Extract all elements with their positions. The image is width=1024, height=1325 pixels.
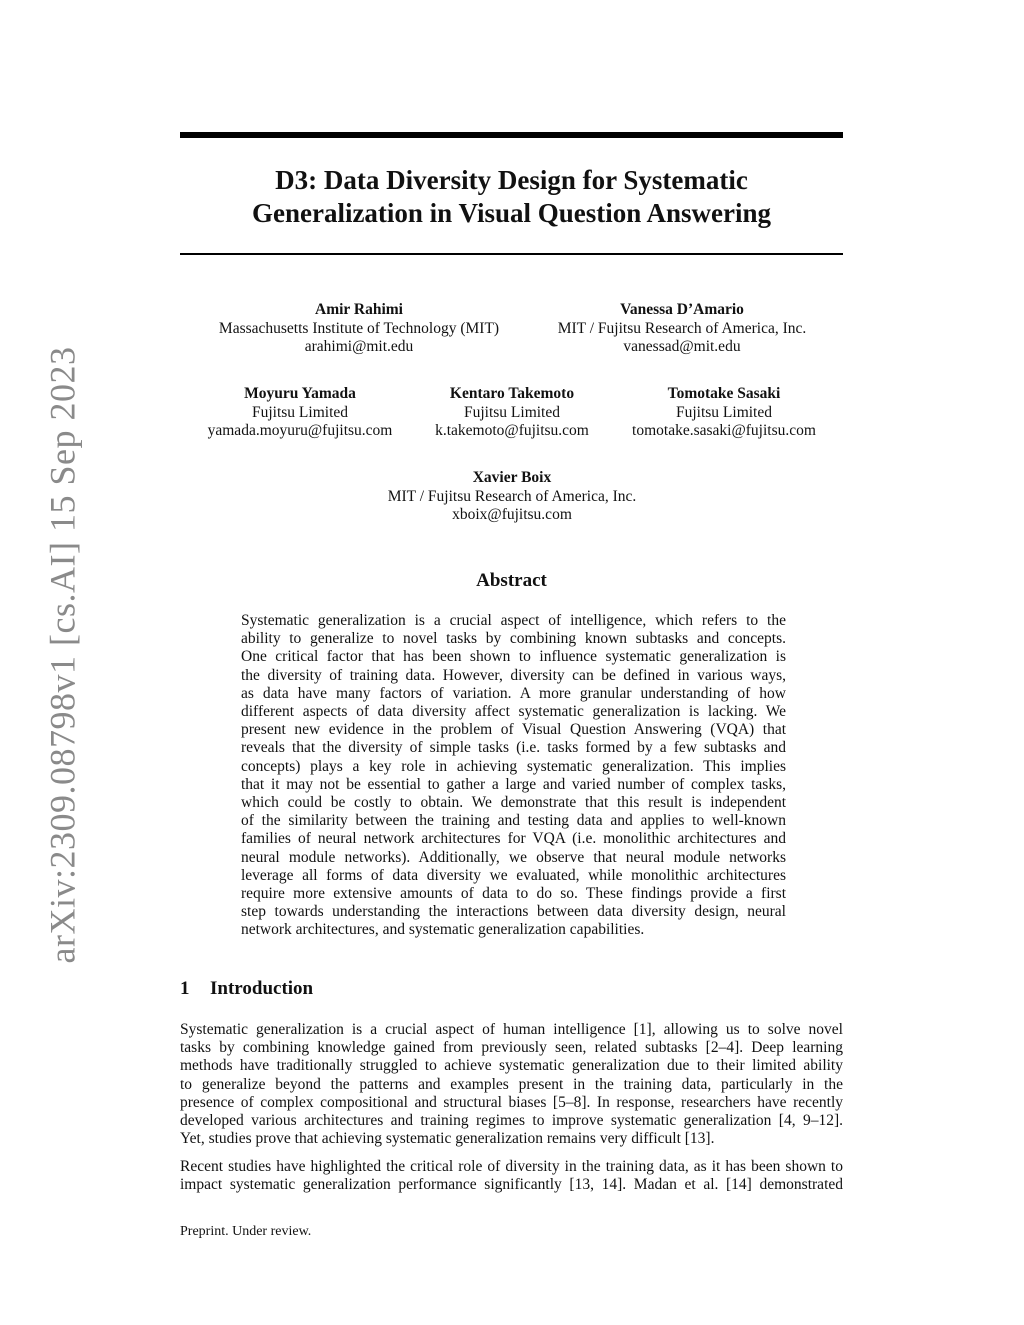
author-affiliation: MIT / Fujitsu Research of America, Inc. <box>557 319 807 337</box>
title-bottom-rule <box>180 253 843 255</box>
title-line-1: D3: Data Diversity Design for Systematic <box>275 165 748 195</box>
paper-title <box>180 164 843 230</box>
author-email[interactable]: xboix@fujitsu.com <box>452 506 572 523</box>
abstract-line: require more extensive amounts of data to do so. These findings provide a first <box>241 885 786 903</box>
author-affiliation: Massachusetts Institute of Technology (MIT) <box>218 319 500 337</box>
paragraph-line: impact systematic generalization performance significantly [13, 14]. Madan et al. [14] demonstrated <box>180 1176 843 1194</box>
abstract-line: present new evidence in the problem of Visual Question Answering (VQA) that <box>241 721 786 739</box>
author-affiliation: MIT / Fujitsu Research of America, Inc. <box>387 487 637 505</box>
paragraph-line: tasks by combining knowledge gained from previously seen, related subtasks [2–4]. Deep learning <box>180 1039 843 1057</box>
abstract-line: which could be costly to obtain. We demonstrate that this result is independent <box>241 794 786 812</box>
paragraph-line: presence of complex compositional and structural biases [5–8]. In response, researchers have recently <box>180 1093 843 1111</box>
abstract-line: One critical factor that has been shown to influence systematic generalization is <box>241 648 786 666</box>
author-name: Kentaro Takemoto <box>449 385 575 402</box>
author-email[interactable]: tomotake.sasaki@fujitsu.com <box>632 422 816 439</box>
abstract-line: that it may not be essential to gather a large and varied number of complex tasks, <box>241 775 786 793</box>
abstract-body <box>241 612 786 940</box>
abstract-line: leverage all forms of data diversity we evaluated, while monolithic architectures <box>241 866 786 884</box>
author-email[interactable]: k.takemoto@fujitsu.com <box>435 422 589 439</box>
author-affiliation: Fujitsu Limited <box>251 403 349 421</box>
paragraph-line: to generalize beyond the patterns and examples present in the training data, particularly in the <box>180 1075 843 1093</box>
intro-paragraph <box>180 1158 843 1194</box>
author-affiliation: Fujitsu Limited <box>675 403 773 421</box>
section-title: Introduction <box>210 978 314 999</box>
author-name: Amir Rahimi <box>315 301 403 318</box>
author-email[interactable]: arahimi@mit.edu <box>304 338 414 355</box>
abstract-line: different aspects of data diversity affect systematic generalization is lacking. We <box>241 703 786 721</box>
author-block <box>219 301 499 357</box>
author-name: Vanessa D’Amario <box>620 301 744 318</box>
abstract-line: families of neural network architectures for VQA (i.e. monolithic architectures and <box>241 830 786 848</box>
title-line-2: Generalization in Visual Question Answering <box>251 198 772 228</box>
abstract-line: network architectures, and systematic generalization capabilities. <box>241 921 645 939</box>
author-block <box>632 385 816 441</box>
abstract-line: the diversity of training data. However, diversity can be defined in various ways, <box>241 666 786 684</box>
preprint-footer: Preprint. Under review. <box>180 1224 312 1239</box>
paragraph-line: developed various architectures and training regimes to improve systematic generalization [4, 9–12]. <box>180 1112 843 1130</box>
paragraph-line: Systematic generalization is a crucial aspect of human intelligence [1], allowing us to solve novel <box>180 1021 843 1038</box>
author-block <box>388 469 637 525</box>
arxiv-id: arXiv:2309.08798v1 [cs.AI] 15 Sep 2023 <box>42 346 83 964</box>
abstract-line: reveals that the diversity of simple tasks (i.e. tasks formed by a few subtasks and <box>241 739 786 757</box>
author-email[interactable]: vanessad@mit.edu <box>623 338 741 355</box>
author-block <box>558 301 807 357</box>
author-name: Tomotake Sasaki <box>667 385 781 402</box>
author-email[interactable]: yamada.moyuru@fujitsu.com <box>207 422 393 439</box>
abstract-line: as data have many factors of variation. A more granular understanding of how <box>241 684 786 702</box>
arxiv-stamp <box>32 346 92 964</box>
abstract-line: concepts) plays a key role in achieving systematic generalization. This implies <box>241 757 786 775</box>
paragraph-line: Recent studies have highlighted the critical role of diversity in the training data, as it has been shown to <box>180 1158 843 1175</box>
abstract-line: step towards understanding the interactions between data diversity design, neural <box>241 903 786 921</box>
abstract-heading: Abstract <box>476 570 547 591</box>
abstract-line: ability to generalize to novel tasks by combining known subtasks and concepts. <box>241 630 786 648</box>
abstract-line: of the similarity between the training and testing data and applies to well-known <box>241 812 786 830</box>
abstract-line: neural module networks). Additionally, we observe that neural module networks <box>241 848 786 866</box>
paragraph-line: Yet, studies prove that achieving systematic generalization remains very difficult [13]. <box>180 1130 715 1148</box>
section-number: 1 <box>180 978 190 999</box>
author-block <box>208 385 393 441</box>
author-affiliation: Fujitsu Limited <box>463 403 561 421</box>
abstract-line: Systematic generalization is a crucial aspect of intelligence, which refers to the <box>241 612 786 629</box>
author-block <box>435 385 589 441</box>
intro-paragraph <box>180 1021 843 1148</box>
section-heading <box>180 978 313 1000</box>
paragraph-line: methods have traditionally struggled to achieve systematic generalization due to their limited ability <box>180 1057 843 1075</box>
author-name: Moyuru Yamada <box>244 385 356 402</box>
title-top-rule <box>180 132 843 138</box>
author-name: Xavier Boix <box>472 469 552 486</box>
